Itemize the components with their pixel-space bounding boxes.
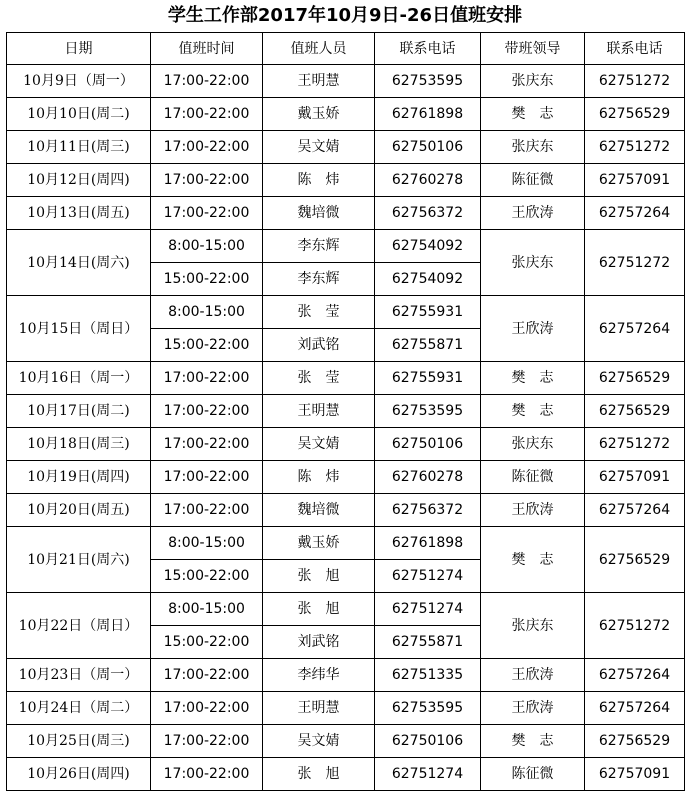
table-row	[7, 461, 685, 494]
duty-person-cell: 戴玉娇	[263, 527, 375, 560]
duty-person-cell: 王明慧	[263, 395, 375, 428]
duty-person-cell: 张 莹	[263, 296, 375, 329]
duty-time-cell: 17:00-22:00	[151, 65, 263, 98]
phone-cell: 62754092	[375, 263, 481, 296]
table-row	[7, 98, 685, 131]
duty-time-cell: 17:00-22:00	[151, 725, 263, 758]
phone-cell: 62755931	[375, 362, 481, 395]
date-cell: 10月14日(周六)	[7, 230, 151, 296]
date-cell: 10月26日(周四)	[7, 758, 151, 791]
duty-time-cell: 15:00-22:00	[151, 263, 263, 296]
leader-phone-cell: 62756529	[585, 725, 685, 758]
date-cell: 10月12日(周四)	[7, 164, 151, 197]
leader-cell: 王欣涛	[481, 659, 585, 692]
table-row	[7, 659, 685, 692]
date-cell: 10月23日（周一）	[7, 659, 151, 692]
duty-person-cell: 李东辉	[263, 263, 375, 296]
phone-cell: 62750106	[375, 428, 481, 461]
duty-time-cell: 8:00-15:00	[151, 296, 263, 329]
table-row	[7, 593, 685, 626]
leader-phone-cell: 62757264	[585, 692, 685, 725]
phone-cell: 62751274	[375, 593, 481, 626]
leader-phone-cell: 62757091	[585, 758, 685, 791]
date-cell: 10月16日（周一）	[7, 362, 151, 395]
duty-person-cell: 张 旭	[263, 593, 375, 626]
leader-phone-cell: 62757091	[585, 164, 685, 197]
leader-cell: 樊 志	[481, 98, 585, 131]
phone-cell: 62756372	[375, 197, 481, 230]
duty-time-cell: 17:00-22:00	[151, 659, 263, 692]
duty-person-cell: 王明慧	[263, 65, 375, 98]
phone-cell: 62750106	[375, 725, 481, 758]
leader-cell: 张庆东	[481, 428, 585, 461]
phone-cell: 62761898	[375, 527, 481, 560]
phone-cell: 62755931	[375, 296, 481, 329]
leader-cell: 张庆东	[481, 131, 585, 164]
leader-phone-cell: 62751272	[585, 428, 685, 461]
table-row	[7, 197, 685, 230]
duty-person-cell: 刘武铭	[263, 329, 375, 362]
duty-time-cell: 17:00-22:00	[151, 692, 263, 725]
leader-cell: 王欣涛	[481, 494, 585, 527]
date-cell: 10月25日(周三)	[7, 725, 151, 758]
leader-cell: 陈征微	[481, 164, 585, 197]
phone-cell: 62753595	[375, 692, 481, 725]
phone-cell: 62751274	[375, 560, 481, 593]
duty-person-cell: 陈 炜	[263, 461, 375, 494]
duty-person-cell: 吴文婧	[263, 428, 375, 461]
date-cell: 10月22日（周日）	[7, 593, 151, 659]
leader-phone-cell: 62751272	[585, 131, 685, 164]
duty-time-cell: 17:00-22:00	[151, 362, 263, 395]
date-cell: 10月10日(周二)	[7, 98, 151, 131]
duty-person-cell: 张 旭	[263, 560, 375, 593]
leader-phone-cell: 62757264	[585, 659, 685, 692]
date-cell: 10月11日(周三)	[7, 131, 151, 164]
leader-cell: 樊 志	[481, 395, 585, 428]
date-cell: 10月21日(周六)	[7, 527, 151, 593]
duty-time-cell: 17:00-22:00	[151, 131, 263, 164]
header-date: 日期	[7, 33, 151, 65]
duty-time-cell: 17:00-22:00	[151, 98, 263, 131]
table-row	[7, 725, 685, 758]
leader-phone-cell: 62756529	[585, 395, 685, 428]
leader-phone-cell: 62757264	[585, 197, 685, 230]
duty-time-cell: 8:00-15:00	[151, 527, 263, 560]
duty-time-cell: 15:00-22:00	[151, 560, 263, 593]
duty-person-cell: 魏培微	[263, 494, 375, 527]
table-row	[7, 164, 685, 197]
duty-person-cell: 陈 炜	[263, 164, 375, 197]
duty-time-cell: 17:00-22:00	[151, 461, 263, 494]
leader-phone-cell: 62751272	[585, 230, 685, 296]
header-leader-phone: 联系电话	[585, 33, 685, 65]
leader-cell: 樊 志	[481, 362, 585, 395]
leader-cell: 张庆东	[481, 65, 585, 98]
leader-phone-cell: 62757264	[585, 494, 685, 527]
leader-phone-cell: 62756529	[585, 362, 685, 395]
leader-cell: 樊 志	[481, 725, 585, 758]
table-header-row	[7, 33, 685, 65]
table-row	[7, 362, 685, 395]
leader-cell: 王欣涛	[481, 692, 585, 725]
date-cell: 10月24日（周二）	[7, 692, 151, 725]
date-cell: 10月20日(周五)	[7, 494, 151, 527]
leader-phone-cell: 62756529	[585, 527, 685, 593]
duty-time-cell: 17:00-22:00	[151, 395, 263, 428]
phone-cell: 62751335	[375, 659, 481, 692]
date-cell: 10月17日(周二)	[7, 395, 151, 428]
header-duty-person: 值班人员	[263, 33, 375, 65]
duty-person-cell: 李纬华	[263, 659, 375, 692]
date-cell: 10月18日(周三)	[7, 428, 151, 461]
date-cell: 10月13日(周五)	[7, 197, 151, 230]
phone-cell: 62751274	[375, 758, 481, 791]
date-cell: 10月15日（周日）	[7, 296, 151, 362]
leader-cell: 王欣涛	[481, 197, 585, 230]
table-row	[7, 230, 685, 263]
leader-phone-cell: 62751272	[585, 65, 685, 98]
phone-cell: 62753595	[375, 395, 481, 428]
header-phone: 联系电话	[375, 33, 481, 65]
header-leader: 带班领导	[481, 33, 585, 65]
phone-cell: 62753595	[375, 65, 481, 98]
table-row	[7, 131, 685, 164]
leader-phone-cell: 62756529	[585, 98, 685, 131]
table-row	[7, 692, 685, 725]
leader-cell: 张庆东	[481, 230, 585, 296]
duty-person-cell: 张 旭	[263, 758, 375, 791]
table-row	[7, 758, 685, 791]
duty-schedule-table	[6, 32, 685, 791]
leader-phone-cell: 62757264	[585, 296, 685, 362]
phone-cell: 62750106	[375, 131, 481, 164]
duty-person-cell: 戴玉娇	[263, 98, 375, 131]
duty-person-cell: 李东辉	[263, 230, 375, 263]
page-title: 学生工作部2017年10月9日-26日值班安排	[167, 5, 523, 26]
header-duty-time: 值班时间	[151, 33, 263, 65]
duty-person-cell: 魏培微	[263, 197, 375, 230]
phone-cell: 62754092	[375, 230, 481, 263]
date-cell: 10月9日（周一）	[7, 65, 151, 98]
leader-phone-cell: 62751272	[585, 593, 685, 659]
duty-time-cell: 17:00-22:00	[151, 164, 263, 197]
phone-cell: 62761898	[375, 98, 481, 131]
duty-time-cell: 17:00-22:00	[151, 494, 263, 527]
table-row	[7, 428, 685, 461]
duty-person-cell: 王明慧	[263, 692, 375, 725]
duty-time-cell: 8:00-15:00	[151, 230, 263, 263]
table-row	[7, 65, 685, 98]
date-cell: 10月19日(周四)	[7, 461, 151, 494]
duty-person-cell: 吴文婧	[263, 131, 375, 164]
table-row	[7, 494, 685, 527]
phone-cell: 62756372	[375, 494, 481, 527]
leader-cell: 王欣涛	[481, 296, 585, 362]
phone-cell: 62760278	[375, 164, 481, 197]
duty-time-cell: 15:00-22:00	[151, 626, 263, 659]
table-row	[7, 395, 685, 428]
duty-person-cell: 张 莹	[263, 362, 375, 395]
table-body	[7, 65, 685, 791]
table-row	[7, 527, 685, 560]
duty-person-cell: 刘武铭	[263, 626, 375, 659]
leader-cell: 陈征微	[481, 758, 585, 791]
leader-cell: 樊 志	[481, 527, 585, 593]
leader-cell: 陈征微	[481, 461, 585, 494]
duty-time-cell: 8:00-15:00	[151, 593, 263, 626]
duty-time-cell: 17:00-22:00	[151, 758, 263, 791]
table-row	[7, 296, 685, 329]
duty-time-cell: 17:00-22:00	[151, 197, 263, 230]
duty-person-cell: 吴文婧	[263, 725, 375, 758]
duty-time-cell: 17:00-22:00	[151, 428, 263, 461]
phone-cell: 62755871	[375, 329, 481, 362]
phone-cell: 62760278	[375, 461, 481, 494]
leader-cell: 张庆东	[481, 593, 585, 659]
phone-cell: 62755871	[375, 626, 481, 659]
leader-phone-cell: 62757091	[585, 461, 685, 494]
duty-time-cell: 15:00-22:00	[151, 329, 263, 362]
